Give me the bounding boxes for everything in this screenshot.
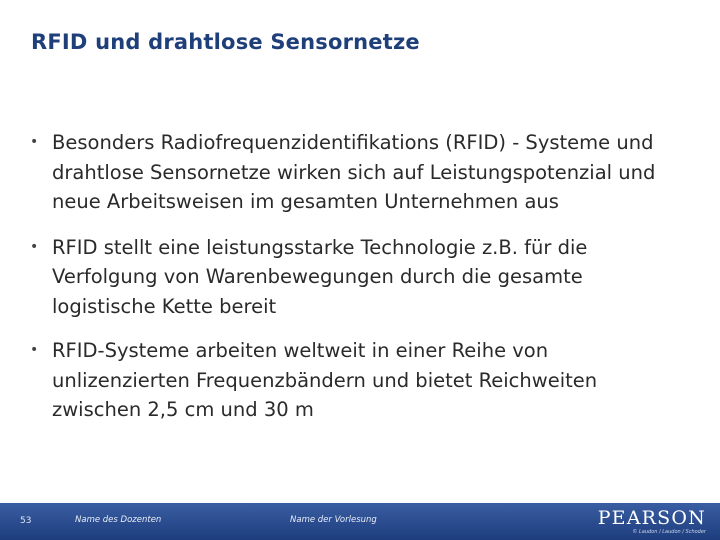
lecturer-name: Name des Dozenten — [75, 515, 162, 525]
bullet-text: RFID stellt eine leistungsstarke Technologie z.B. für die Verfolgung von Warenbewegungen durch die gesamte logistische Kette bereit — [52, 235, 588, 318]
logo-wordmark: PEARSON — [597, 507, 706, 529]
logo-copyright: © Laudon / Laudon / Schoder — [632, 529, 706, 535]
bullet-item — [30, 128, 680, 217]
bullet-item — [30, 336, 680, 425]
bullet-text: RFID-Systeme arbeiten weltweit in einer Reihe von unlizenzierten Frequenzbändern und bietet Reichweiten zwischen 2,5 cm und 30 m — [52, 339, 598, 421]
course-name: Name der Vorlesung — [290, 515, 377, 525]
pearson-logo — [598, 508, 706, 535]
bullet-dot-icon: • — [30, 134, 39, 150]
bullet-item — [30, 233, 680, 322]
slide-title: RFID und drahtlose Sensornetze — [31, 30, 420, 54]
bullet-list — [30, 128, 680, 441]
footer-bar — [0, 503, 720, 540]
bullet-dot-icon: • — [30, 238, 39, 255]
bullet-dot-icon: • — [30, 342, 39, 358]
bullet-text: Besonders Radiofrequenzidentifikations (RFID) - Systeme und drahtlose Sensornetze wirken sich auf Leistungspotenzial und neue Arbeitsweisen im gesamten Unternehmen aus — [52, 131, 656, 213]
page-number: 53 — [20, 516, 32, 526]
